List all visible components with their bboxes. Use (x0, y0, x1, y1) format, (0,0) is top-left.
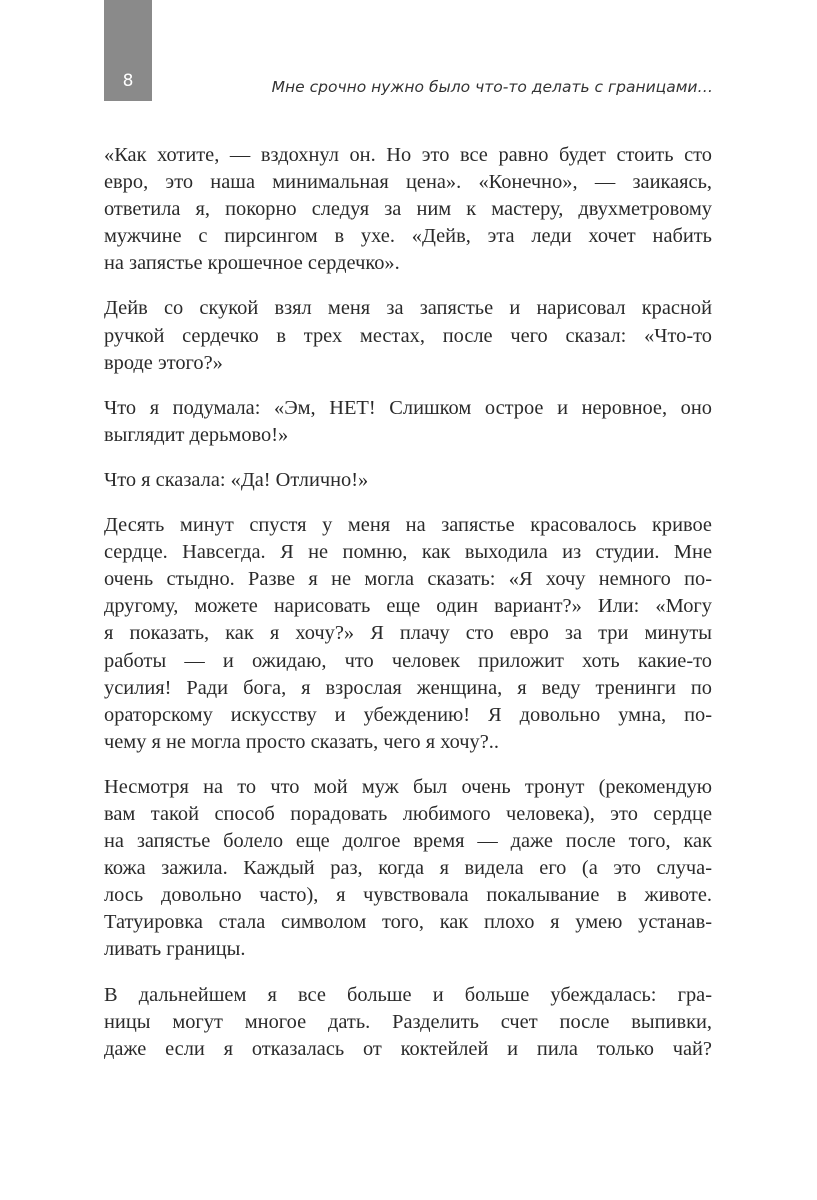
paragraph (104, 467, 712, 494)
text-line: В дальнейшем я все больше и больше убеждалась: гра- (104, 983, 712, 1006)
text-line: чему я не могла просто сказать, чего я хочу?.. (104, 730, 499, 753)
paragraph (104, 512, 712, 756)
text-line: ницы могут многое дать. Разделить счет после выпивки, (104, 1010, 712, 1033)
text-line: усилия! Ради бога, я взрослая женщина, я веду тренинги по (104, 676, 712, 699)
paragraph (104, 142, 712, 277)
text-line: работы — и ожидаю, что человек приложит хоть какие-то (104, 649, 712, 672)
paragraph (104, 774, 712, 964)
text-line: выглядит дерьмово!» (104, 423, 289, 446)
text-line: ораторскому искусству и убеждению! Я довольно умна, по- (104, 703, 712, 726)
text-line: даже если я отказалась от коктейлей и пила только чай? (104, 1037, 712, 1060)
text-line: Татуировка стала символом того, как плохо я умею устанав- (104, 911, 712, 934)
text-line: ответила я, покорно следуя за ним к мастеру, двухметровому (104, 198, 712, 221)
text-line: ливать границы. (104, 938, 246, 961)
paragraph (104, 982, 712, 1063)
text-line: очень стыдно. Разве я не могла сказать: «Я хочу немного по- (104, 568, 712, 591)
text-line: сердце. Навсегда. Я не помню, как выходила из студии. Мне (104, 541, 712, 564)
paragraph (104, 395, 712, 449)
text-line: Дейв со скукой взял меня за запястье и нарисовал красной (104, 297, 712, 320)
text-line: на запястье крошечное сердечко». (104, 252, 400, 275)
text-line: Что я подумала: «Эм, НЕТ! Слишком острое и неровное, оно (104, 396, 712, 419)
text-line: на запястье болело еще долгое время — даже после того, как (104, 830, 712, 853)
text-line: Несмотря на то что мой муж был очень тронут (рекомендую (104, 775, 712, 798)
running-head: Мне срочно нужно было что-то делать с границами… (271, 78, 713, 96)
text-line: другому, можете нарисовать еще один вариант?» Или: «Могу (104, 595, 712, 618)
text-line: Что я сказала: «Да! Отлично!» (104, 468, 369, 491)
text-line: лось довольно часто), я чувствовала покалывание в животе. (104, 884, 712, 907)
page-number-tab (104, 0, 152, 101)
text-line: я показать, как я хочу?» Я плачу сто евро за три минуты (104, 622, 712, 645)
text-line: «Как хотите, — вздохнул он. Но это все равно будет стоить сто (104, 144, 712, 166)
text-line: ручкой сердечко в трех местах, после чего сказал: «Что-то (104, 324, 712, 347)
page-number: 8 (122, 71, 134, 91)
body-text (104, 142, 712, 1081)
text-line: Десять минут спустя у меня на запястье красовалось кривое (104, 514, 712, 537)
paragraph (104, 295, 712, 376)
text-line: вам такой способ порадовать любимого человека), это сердце (104, 802, 712, 825)
text-line: евро, это наша минимальная цена». «Конечно», — заикаясь, (104, 171, 712, 194)
text-line: вроде этого?» (104, 351, 223, 374)
text-line: мужчине с пирсингом в ухе. «Дейв, эта леди хочет набить (104, 225, 712, 248)
text-line: кожа зажила. Каждый раз, когда я видела его (а это случа- (104, 857, 712, 880)
